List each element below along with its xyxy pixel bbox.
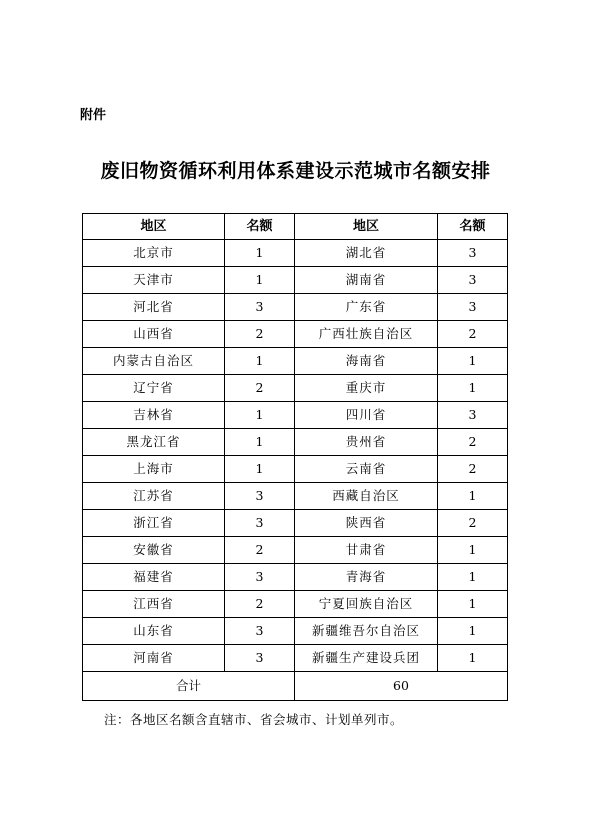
cell-quota-right: 1 <box>438 483 508 510</box>
table-row <box>83 537 508 564</box>
cell-region-left: 山西省 <box>83 321 225 348</box>
cell-region-right: 四川省 <box>295 402 438 429</box>
cell-region-right: 湖南省 <box>295 267 438 294</box>
cell-quota-right: 1 <box>438 591 508 618</box>
cell-quota-left: 2 <box>225 591 295 618</box>
table-row <box>83 429 508 456</box>
cell-quota-left: 3 <box>225 618 295 645</box>
cell-quota-left: 2 <box>225 537 295 564</box>
cell-region-right: 云南省 <box>295 456 438 483</box>
cell-region-left: 辽宁省 <box>83 375 225 402</box>
table-row <box>83 348 508 375</box>
cell-quota-left: 2 <box>225 375 295 402</box>
table-header-row <box>83 214 508 240</box>
cell-region-left: 河北省 <box>83 294 225 321</box>
cell-quota-right: 3 <box>438 240 508 267</box>
header-quota-left: 名额 <box>225 214 295 240</box>
table-row <box>83 402 508 429</box>
cell-region-left: 北京市 <box>83 240 225 267</box>
cell-quota-right: 1 <box>438 645 508 672</box>
table-total-row <box>83 672 508 701</box>
cell-region-left: 浙江省 <box>83 510 225 537</box>
cell-quota-right: 2 <box>438 321 508 348</box>
header-region-left: 地区 <box>83 214 225 240</box>
cell-quota-left: 1 <box>225 456 295 483</box>
table-body <box>83 240 508 672</box>
table-row <box>83 564 508 591</box>
table-row <box>83 510 508 537</box>
table-row <box>83 294 508 321</box>
cell-quota-right: 3 <box>438 402 508 429</box>
cell-quota-right: 3 <box>438 267 508 294</box>
cell-region-right: 广西壮族自治区 <box>295 321 438 348</box>
total-label: 合计 <box>83 672 295 701</box>
cell-quota-left: 1 <box>225 348 295 375</box>
cell-region-right: 甘肃省 <box>295 537 438 564</box>
cell-region-left: 天津市 <box>83 267 225 294</box>
table-row <box>83 456 508 483</box>
table-row <box>83 240 508 267</box>
cell-quota-left: 2 <box>225 321 295 348</box>
cell-region-right: 广东省 <box>295 294 438 321</box>
table-row <box>83 375 508 402</box>
cell-quota-right: 1 <box>438 537 508 564</box>
quota-table <box>82 213 508 701</box>
cell-region-left: 江西省 <box>83 591 225 618</box>
table-row <box>83 645 508 672</box>
cell-quota-left: 3 <box>225 645 295 672</box>
cell-quota-right: 1 <box>438 375 508 402</box>
cell-region-left: 江苏省 <box>83 483 225 510</box>
cell-region-right: 新疆生产建设兵团 <box>295 645 438 672</box>
cell-quota-left: 1 <box>225 240 295 267</box>
header-quota-right: 名额 <box>438 214 508 240</box>
cell-quota-left: 1 <box>225 267 295 294</box>
cell-quota-right: 2 <box>438 456 508 483</box>
cell-region-right: 海南省 <box>295 348 438 375</box>
cell-region-left: 安徽省 <box>83 537 225 564</box>
cell-region-left: 黑龙江省 <box>83 429 225 456</box>
cell-quota-right: 1 <box>438 348 508 375</box>
table-footnote: 注：各地区名额含直辖市、省会城市、计划单列市。 <box>104 712 404 727</box>
cell-quota-right: 1 <box>438 564 508 591</box>
table-row <box>83 483 508 510</box>
cell-quota-left: 3 <box>225 294 295 321</box>
cell-region-right: 新疆维吾尔自治区 <box>295 618 438 645</box>
cell-quota-left: 3 <box>225 564 295 591</box>
cell-region-right: 青海省 <box>295 564 438 591</box>
cell-quota-right: 3 <box>438 294 508 321</box>
cell-region-left: 山东省 <box>83 618 225 645</box>
attachment-label: 附件 <box>80 108 107 123</box>
cell-region-right: 湖北省 <box>295 240 438 267</box>
cell-region-left: 上海市 <box>83 456 225 483</box>
cell-region-right: 贵州省 <box>295 429 438 456</box>
cell-quota-left: 1 <box>225 402 295 429</box>
header-region-right: 地区 <box>295 214 438 240</box>
cell-quota-left: 1 <box>225 429 295 456</box>
document-title: 废旧物资循环利用体系建设示范城市名额安排 <box>100 160 491 182</box>
cell-region-right: 重庆市 <box>295 375 438 402</box>
cell-region-left: 内蒙古自治区 <box>83 348 225 375</box>
table-row <box>83 321 508 348</box>
cell-region-left: 河南省 <box>83 645 225 672</box>
table-row <box>83 618 508 645</box>
cell-quota-left: 3 <box>225 510 295 537</box>
cell-region-right: 陕西省 <box>295 510 438 537</box>
cell-quota-left: 3 <box>225 483 295 510</box>
cell-region-right: 西藏自治区 <box>295 483 438 510</box>
cell-region-left: 福建省 <box>83 564 225 591</box>
table-row <box>83 267 508 294</box>
cell-region-right: 宁夏回族自治区 <box>295 591 438 618</box>
table-row <box>83 591 508 618</box>
cell-quota-right: 2 <box>438 429 508 456</box>
total-value: 60 <box>295 672 508 701</box>
cell-region-left: 吉林省 <box>83 402 225 429</box>
cell-quota-right: 1 <box>438 618 508 645</box>
cell-quota-right: 2 <box>438 510 508 537</box>
